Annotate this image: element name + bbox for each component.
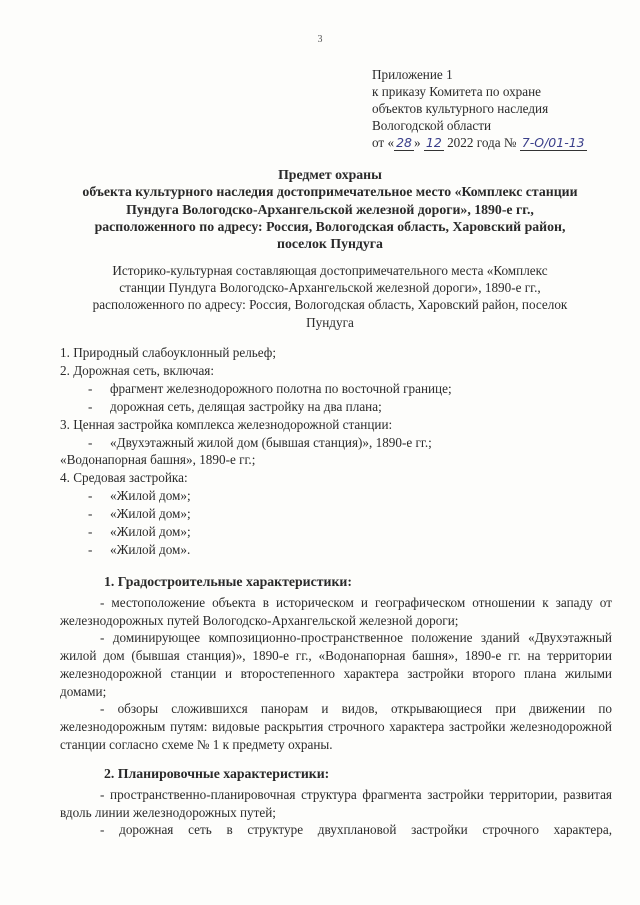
date-prefix: от « [372, 135, 395, 150]
list-item-text: фрагмент железнодорожного полотна по восточной границе; [110, 380, 452, 396]
paragraph: - обзоры сложившихся панорам и видов, открывающиеся при движении по железнодорожным путям: видовые раскрытия строчного характера застройки железнодорожной станции согласно схеме № 1 к предмету охраны. [60, 701, 612, 752]
section-heading: 1. Градостроительные характеристики: [104, 574, 352, 589]
title-line: поселок Пундуга [277, 236, 383, 252]
list-item [60, 380, 620, 398]
list-item [60, 416, 620, 434]
handwritten-month: 12 [425, 135, 442, 150]
list-item [60, 487, 620, 505]
appendix-line: к приказу Комитета по охране [372, 84, 542, 99]
dash-marker: - [88, 380, 93, 396]
list-item-text: 1. Природный слабоуклонный рельеф; [60, 345, 277, 360]
list-item [60, 469, 620, 487]
subtitle-line: станции Пундуга Вологодско-Архангельской железной дороги», 1890-е гг., [119, 280, 541, 296]
list-item-text: «Жилой дом»; [110, 524, 191, 540]
list-item-text: 2. Дорожная сеть, включая: [60, 362, 215, 378]
page-number: 3 [317, 34, 323, 45]
list-item-text: «Жилой дом». [110, 541, 191, 557]
dash-marker: - [88, 488, 93, 504]
appendix-line: Вологодской области [372, 118, 492, 133]
list-item [60, 523, 620, 541]
list-item [60, 451, 620, 469]
title-line: Пундуга Вологодско-Архангельской железной дороги», 1890-е гг., [126, 201, 534, 217]
dash-marker: - [88, 541, 93, 557]
list-item-text: «Жилой дом»; [110, 506, 191, 522]
dash-marker: - [88, 434, 93, 450]
list-item-text: «Водонапорная башня», 1890-е гг.; [60, 452, 256, 468]
list-item [60, 505, 620, 523]
title-line: Предмет охраны [278, 167, 382, 182]
list-item-text: 4. Средовая застройка: [60, 470, 188, 486]
dash-marker: - [88, 398, 93, 414]
appendix-line: Приложение 1 [372, 67, 453, 82]
paragraph: - доминирующее композиционно-пространственное положение зданий «Двухэтажный жилой дом (бывшая станция)», 1890-е гг., «Водонапорная башня», 1890-е гг. на территории железнодорожной станции и второстепенного характера застройки второго плана жилыми домами; [60, 630, 612, 699]
appendix-header [372, 66, 632, 151]
subtitle-line: Историко-культурная составляющая достопримечательного места «Комплекс [112, 263, 548, 278]
handwritten-order-number: 7-О/01-13 [521, 135, 585, 150]
title-line: расположенного по адресу: Россия, Вологодская область, Харовский район, [94, 218, 566, 234]
paragraph: - дорожная сеть в структуре двухплановой застройки строчного характера, [100, 822, 612, 838]
document-title [40, 166, 620, 252]
list-item-text: 3. Ценная застройка комплекса железнодорожной станции: [60, 416, 393, 432]
title-line: объекта культурного наследия достопримечательное место «Комплекс станции [82, 184, 578, 200]
section-2-body [60, 786, 612, 839]
document-subtitle [50, 262, 610, 331]
list-item [60, 541, 620, 559]
handwritten-day: 28 [396, 135, 412, 150]
list-item [60, 434, 620, 452]
section-heading: 2. Планировочные характеристики: [104, 766, 330, 781]
list-item [60, 398, 620, 416]
subtitle-line: Пундуга [306, 314, 354, 330]
list-item-text: «Двухэтажный жилой дом (бывшая станция)», 1890-е гг.; [110, 434, 432, 450]
paragraph: - местоположение объекта в историческом и географическом отношении к западу от железнодорожных путей Вологодско-Архангельской железной дороги; [60, 595, 612, 628]
dash-marker: - [88, 524, 93, 540]
list-item-text: «Жилой дом»; [110, 488, 191, 504]
list-item [60, 362, 620, 380]
date-quote: » [413, 135, 421, 150]
dash-marker: - [88, 506, 93, 522]
year-text: 2022 года № [447, 135, 517, 150]
list-item [60, 344, 620, 362]
subtitle-line: расположенного по адресу: Россия, Вологодская область, Харовский район, поселок [92, 297, 568, 313]
protection-items-list [60, 344, 620, 559]
order-date-line [372, 134, 632, 151]
section-1-body [60, 594, 612, 753]
list-item-text: дорожная сеть, делящая застройку на два плана; [110, 398, 382, 414]
appendix-line: объектов культурного наследия [372, 101, 549, 116]
paragraph: - пространственно-планировочная структура фрагмента застройки территории, развитая вдоль линии железнодорожных путей; [60, 787, 612, 820]
